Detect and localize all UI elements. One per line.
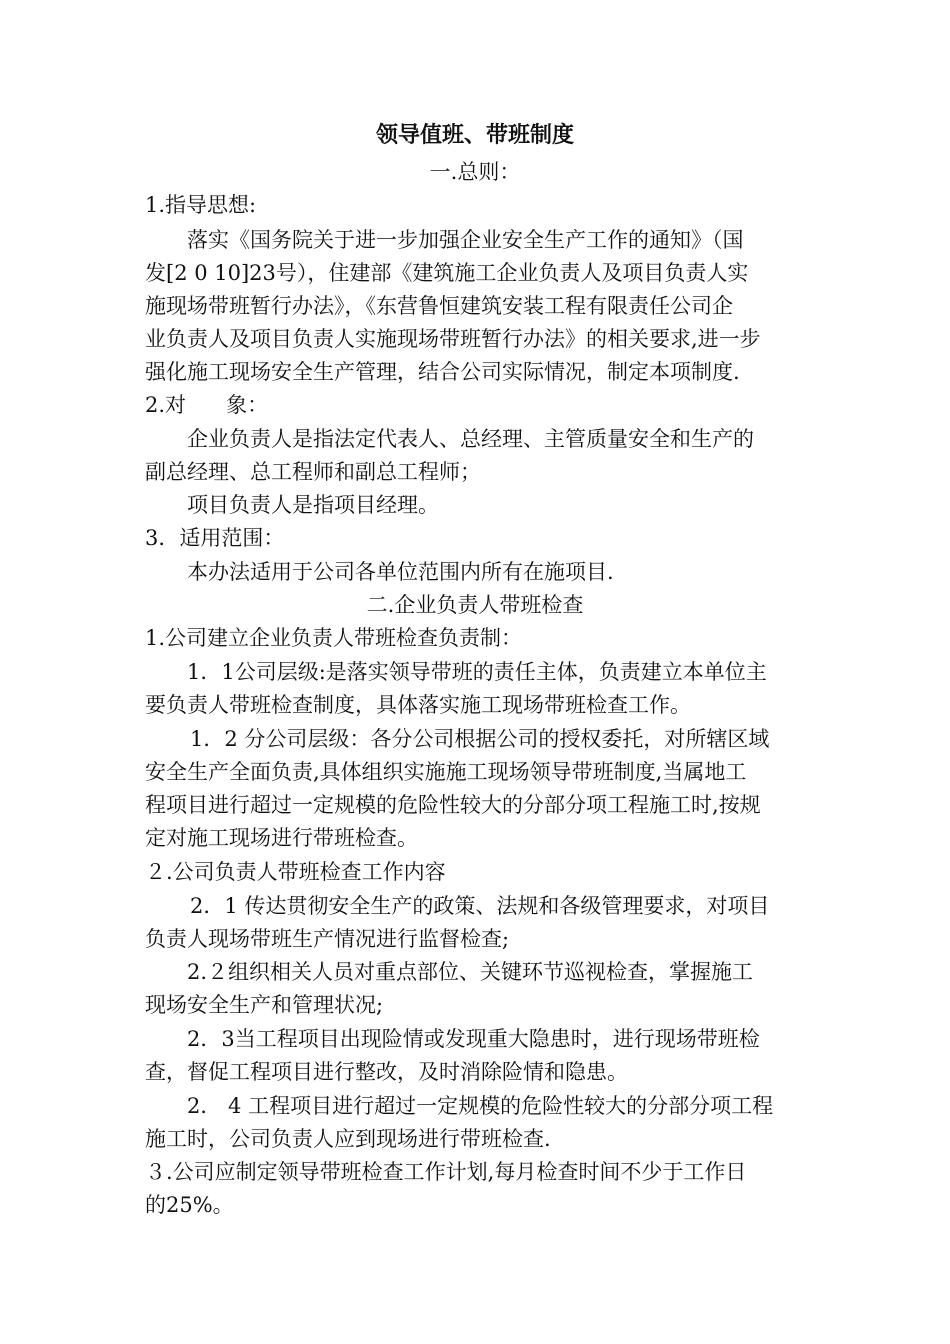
paragraph-line: 施现场带班暂行办法》，《东营鲁恒建筑安装工程有限责任公司企 <box>145 294 733 318</box>
paragraph-line: 2.２组织相关人员对重点部位、关键环节巡视检查，掌握施工 <box>187 960 754 984</box>
paragraph-line: 程项目进行超过一定规模的危险性较大的分部分项工程施工时,按规 <box>145 793 761 817</box>
paragraph-line: 本办法适用于公司各单位范围内所有在施项目. <box>187 560 614 584</box>
paragraph-line: 要负责人带班检查制度，具体落实施工现场带班检查工作。 <box>145 693 691 717</box>
subheading-target: 2.对 象： <box>145 393 269 417</box>
subheading-scope: 3．适用范围： <box>145 526 285 550</box>
subheading-inspection-plan: ３.公司应制定领导带班检查工作计划,每月检查时间不少于工作日 <box>145 1160 747 1184</box>
paragraph-line: 落实《国务院关于进一步加强企业安全生产工作的通知》（国 <box>187 228 744 252</box>
subheading-guiding-ideology: 1.指导思想: <box>145 193 257 217</box>
paragraph-line: 1．1公司层级:是落实领导带班的责任主体，负责建立本单位主 <box>187 660 767 684</box>
subheading-work-content: ２.公司负责人带班检查工作内容 <box>145 860 446 884</box>
paragraph-line: 强化施工现场安全生产管理，结合公司实际情况，制定本项制度. <box>145 360 740 384</box>
subheading-responsibility: 1.公司建立企业负责人带班检查负责制： <box>145 626 523 650</box>
paragraph-line: 2．1 传达贯彻安全生产的政策、法规和各级管理要求，对项目 <box>190 894 770 918</box>
paragraph-line: 项目负责人是指项目经理。 <box>187 493 439 517</box>
paragraph-line: 副总经理、总工程师和副总工程师； <box>145 460 481 484</box>
section-heading-inspection: 二.企业负责人带班检查 <box>366 593 584 617</box>
section-heading-general: 一.总则： <box>429 160 521 184</box>
paragraph-line: 负责人现场带班生产情况进行监督检查; <box>145 927 510 951</box>
paragraph-line: 查，督促工程项目进行整改，及时消除险情和隐患。 <box>145 1060 628 1084</box>
paragraph-line: 施工时，公司负责人应到现场进行带班检查. <box>145 1127 551 1151</box>
paragraph-line: 业负责人及项目负责人实施现场带班暂行办法》的相关要求,进一步 <box>145 327 761 351</box>
paragraph-line: 发[2 0 10]23号），住建部《建筑施工企业负责人及项目负责人实 <box>145 261 749 285</box>
paragraph-line: 1．2 分公司层级：各分公司根据公司的授权委托，对所辖区域 <box>190 727 770 751</box>
paragraph-line: 现场安全生产和管理状况; <box>145 993 384 1017</box>
paragraph-line: 定对施工现场进行带班检查。 <box>145 826 418 850</box>
paragraph-line: 2． 4 工程项目进行超过一定规模的危险性较大的分部分项工程 <box>187 1094 774 1118</box>
document-title: 领导值班、带班制度 <box>375 123 574 148</box>
paragraph-line: 安全生产全面负责,具体组织实施施工现场领导带班制度,当属地工 <box>145 760 747 784</box>
paragraph-line: 2．3当工程项目出现险情或发现重大隐患时，进行现场带班检 <box>187 1027 760 1051</box>
paragraph-line: 企业负责人是指法定代表人、总经理、主管质量安全和生产的 <box>187 427 754 451</box>
paragraph-line: 的25%。 <box>145 1193 234 1217</box>
